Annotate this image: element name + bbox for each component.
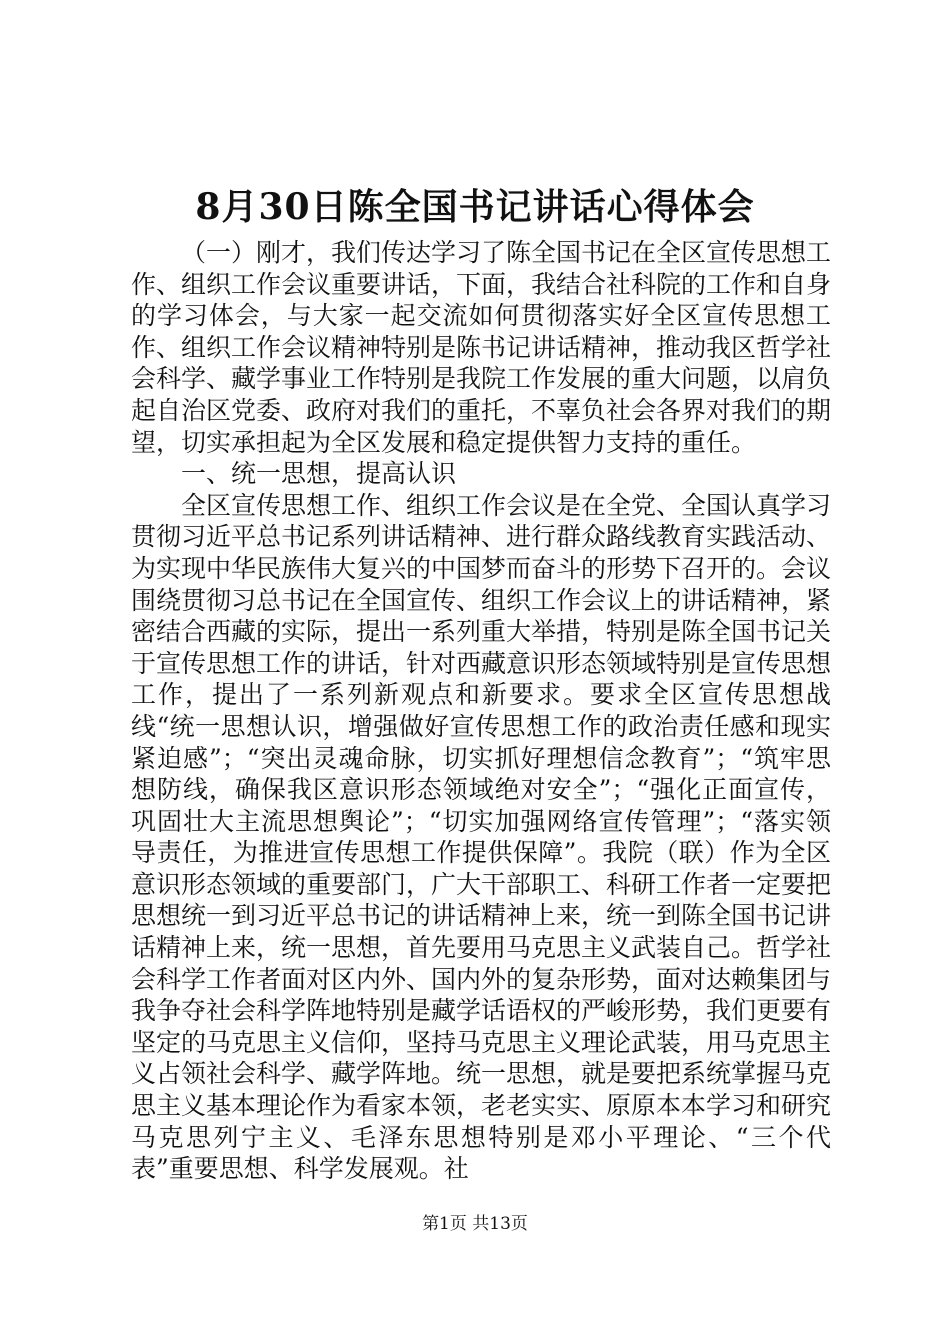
section-heading: 一、统一思想，提高认识 [181, 459, 457, 489]
intro-paragraph: （一）刚才，我们传达学习了陈全国书记在全区宣传思想工作、组织工作会议重要讲话，下面，我结合社科院的工作和自身的学习体会，与大家一起交流如何贯彻落实好全区宣传思想工作、组织工作会议精神特别是陈书记讲话精神，推动我区哲学社会科学、藏学事业工作特别是我院工作发展的重大问题，以肩负起自治区党委、政府对我们的重托，不辜负社会各界对我们的期望，切实承担起为全区发展和稳定提供智力支持的重任。 [131, 238, 832, 457]
document-body [131, 237, 831, 1185]
page-title: 8月30日陈全国书记讲话心得体会 [195, 186, 755, 228]
body-paragraph: 全区宣传思想工作、组织工作会议是在全党、全国认真学习贯彻习近平总书记系列讲话精神、进行群众路线教育实践活动、为实现中华民族伟大复兴的中国梦而奋斗的形势下召开的。会议围绕贯彻习总书记在全国宣传、组织工作会议上的讲话精神，紧密结合西藏的实际，提出一系列重大举措，特别是陈全国书记关于宣传思想工作的讲话，针对西藏意识形态领域特别是宣传思想工作，提出了一系列新观点和新要求。要求全区宣传思想战线“统一思想认识，增强做好宣传思想工作的政治责任感和现实紧迫感”；“突出灵魂命脉，切实抓好理想信念教育”；“筑牢思想防线，确保我区意识形态领域绝对安全”；“强化正面宣传，巩固壮大主流思想舆论”；“切实加强网络宣传管理”；“落实领导责任，为推进宣传思想工作提供保障”。我院（联）作为全区意识形态领域的重要部门，广大干部职工、科研工作者一定要把思想统一到习近平总书记的讲话精神上来，统一到陈全国书记讲话精神上来，统一思想，首先要用马克思主义武装自己。哲学社会科学工作者面对区内外、国内外的复杂形势，面对达赖集团与我争夺社会科学阵地特别是藏学话语权的严峻形势，我们更要有坚定的马克思主义信仰，坚持马克思主义理论武装，用马克思主义占领社会科学、藏学阵地。统一思想，就是要把系统掌握马克思主义基本理论作为看家本领，老老实实、原原本本学习和研究马克思列宁主义、毛泽东思想特别是邓小平理论、“三个代表”重要思想、科学发展观。社 [131, 490, 832, 1184]
page-number-footer: 第1页 共13页 [422, 1214, 528, 1234]
